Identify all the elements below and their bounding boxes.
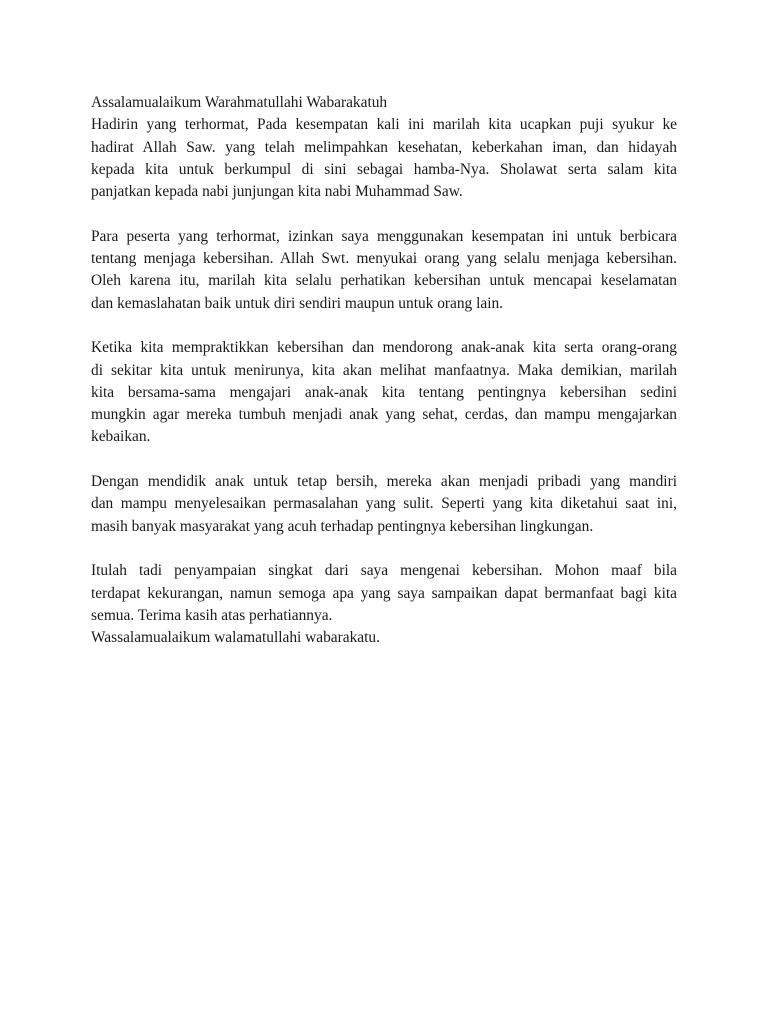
greeting: Assalamualaikum Warahmatullahi Wabarakatuh [91,94,388,111]
paragraph-line: Para peserta yang terhormat, izinkan saya menggunakan kesempatan ini untuk berbicara [91,227,677,245]
paragraph-line: mungkin agar mereka tumbuh menjadi anak yang sehat, cerdas, dan mampu mengajarkan [91,406,677,424]
paragraph-line: panjatkan kepada nabi junjungan kita nabi Muhammad Saw. [91,183,463,201]
paragraph-cleanliness [91,226,677,315]
paragraph-line: masih banyak masyarakat yang acuh terhadap pentingnya kebersihan lingkungan. [91,517,594,535]
paragraph-practice [91,337,677,448]
paragraph-line: kita bersama-sama mengajari anak-anak kita tentang pentingnya kebersihan sedini [91,383,677,401]
document-page [91,92,677,649]
paragraph-line: kebaikan. [91,428,151,446]
paragraph-opening [91,114,677,203]
paragraph-line: dan kemaslahatan baik untuk diri sendiri maupun untuk orang lain. [91,294,504,312]
paragraph-line: kepada kita untuk berkumpul di sini sebagai hamba-Nya. Sholawat serta salam kita [91,160,677,178]
paragraph-line: Hadirin yang terhormat, Pada kesempatan kali ini marilah kita ucapkan puji syukur ke [91,116,677,134]
paragraph-line: Oleh karena itu, marilah kita selalu perhatikan kebersihan untuk mencapai keselamatan [91,272,677,290]
paragraph-line: dan mampu menyelesaikan permasalahan yang sulit. Seperti yang kita diketahui saat ini, [91,495,677,513]
paragraph-line: Ketika kita mempraktikkan kebersihan dan mendorong anak-anak kita serta orang-orang [91,339,677,357]
paragraph-line: Itulah tadi penyampaian singkat dari saya mengenai kebersihan. Mohon maaf bila [91,562,677,580]
closing-salutation: Wassalamualaikum walamatullahi wabarakatu. [91,629,380,647]
paragraph-line: hadirat Allah Saw. yang telah melimpahkan kesehatan, keberkahan iman, dan hidayah [91,138,677,156]
paragraph-education [91,471,677,538]
paragraph-line: semua. Terima kasih atas perhatiannya. [91,606,333,624]
paragraph-line: Dengan mendidik anak untuk tetap bersih, mereka akan menjadi pribadi yang mandiri [91,473,677,491]
paragraph-line: terdapat kekurangan, namun semoga apa yang saya sampaikan dapat bermanfaat bagi kita [91,584,677,602]
paragraph-closing [91,560,677,627]
paragraph-line: di sekitar kita untuk menirunya, kita akan melihat manfaatnya. Maka demikian, marilah [91,361,677,379]
paragraph-line: tentang menjaga kebersihan. Allah Swt. menyukai orang yang selalu menjaga kebersihan. [91,250,677,268]
